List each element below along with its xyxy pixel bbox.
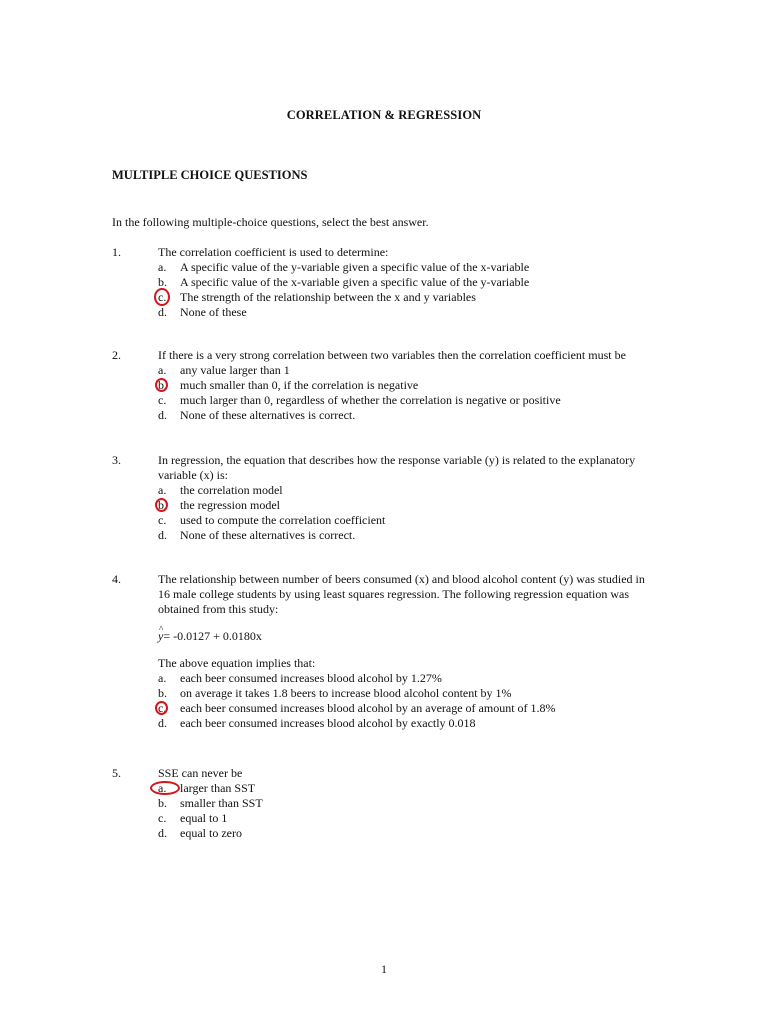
option-letter: a. xyxy=(158,363,167,377)
option-letter: d. xyxy=(158,826,167,840)
option-b-selected xyxy=(158,498,672,513)
page-number: 1 xyxy=(381,962,387,976)
option-a xyxy=(158,363,672,378)
option-letter: d. xyxy=(158,528,167,542)
question-number: 2. xyxy=(112,348,121,362)
option-text: smaller than SST xyxy=(180,796,263,810)
option-c xyxy=(158,393,672,408)
option-letter: c. xyxy=(158,811,167,825)
option-text: used to compute the correlation coefficient xyxy=(180,513,386,527)
option-text: A specific value of the x-variable given a specific value of the y-variable xyxy=(180,275,530,289)
option-a xyxy=(158,483,672,498)
option-text: equal to zero xyxy=(180,826,242,840)
option-letter: b. xyxy=(158,686,167,700)
option-text: the correlation model xyxy=(180,483,283,497)
option-letter: d. xyxy=(158,716,167,730)
section-heading: MULTIPLE CHOICE QUESTIONS xyxy=(112,168,308,182)
question-4 xyxy=(112,572,672,731)
option-a xyxy=(158,260,672,275)
option-text: each beer consumed increases blood alcohol by 1.27% xyxy=(180,671,442,685)
option-text: each beer consumed increases blood alcohol by an average of amount of 1.8% xyxy=(180,701,556,715)
option-a-selected xyxy=(158,781,672,796)
question-number: 4. xyxy=(112,572,121,586)
option-b xyxy=(158,796,672,811)
regression-equation xyxy=(158,629,672,644)
question-number: 3. xyxy=(112,453,121,467)
question-text: SSE can never be xyxy=(158,766,243,780)
option-letter: a. xyxy=(158,260,167,274)
option-c xyxy=(158,513,672,528)
instructions-text: In the following multiple-choice questions, select the best answer. xyxy=(112,215,429,229)
option-d xyxy=(158,528,672,543)
question-5 xyxy=(112,766,672,841)
followup-text: The above equation implies that: xyxy=(158,656,316,670)
option-c-selected xyxy=(158,701,672,716)
page-title: CORRELATION & REGRESSION xyxy=(286,108,482,122)
option-a xyxy=(158,671,672,686)
option-b xyxy=(158,686,672,701)
question-number: 5. xyxy=(112,766,121,780)
option-text: larger than SST xyxy=(180,781,256,795)
option-text: None of these xyxy=(180,305,247,319)
question-1 xyxy=(112,245,672,320)
question-number: 1. xyxy=(112,245,121,259)
option-text: the regression model xyxy=(180,498,280,512)
option-text: None of these alternatives is correct. xyxy=(180,408,356,422)
option-text: each beer consumed increases blood alcohol by exactly 0.018 xyxy=(180,716,476,730)
option-text: much larger than 0, regardless of whether the correlation is negative or positive xyxy=(180,393,561,407)
option-b-selected xyxy=(158,378,672,393)
option-letter: c. xyxy=(158,393,167,407)
option-letter-circled: b. xyxy=(158,498,178,513)
question-text: If there is a very strong correlation between two variables then the correlation coefficient must be xyxy=(158,348,626,362)
option-letter-circled: b. xyxy=(158,378,178,393)
question-3 xyxy=(112,453,672,543)
y-hat-symbol: ^ y xyxy=(158,629,163,643)
option-letter-circled: c. xyxy=(158,701,178,716)
option-letter-circled: a. xyxy=(158,781,178,796)
option-d xyxy=(158,408,672,423)
option-c-selected xyxy=(158,290,672,305)
option-d xyxy=(158,305,672,320)
option-text: any value larger than 1 xyxy=(180,363,290,377)
option-text: much smaller than 0, if the correlation is negative xyxy=(180,378,419,392)
option-text: The strength of the relationship between the x and y variables xyxy=(180,290,476,304)
question-text: In regression, the equation that describes how the response variable (y) is related to the explanatory variable (x) is: xyxy=(158,453,636,482)
option-text: equal to 1 xyxy=(180,811,228,825)
option-letter: d. xyxy=(158,305,167,319)
equation-text: = -0.0127 + 0.0180x xyxy=(163,629,262,643)
option-letter-circled: c. xyxy=(158,290,178,305)
option-d xyxy=(158,826,672,841)
option-text: None of these alternatives is correct. xyxy=(180,528,356,542)
option-letter: c. xyxy=(158,513,167,527)
option-c xyxy=(158,811,672,826)
option-letter: a. xyxy=(158,671,167,685)
question-text: The relationship between number of beers consumed (x) and blood alcohol content (y) was studied in 16 male college students by using least squares regression. The following regression equation was obtained from this study: xyxy=(158,572,645,616)
option-d xyxy=(158,716,672,731)
option-text: on average it takes 1.8 beers to increase blood alcohol content by 1% xyxy=(180,686,512,700)
option-letter: b. xyxy=(158,796,167,810)
option-text: A specific value of the y-variable given a specific value of the x-variable xyxy=(180,260,530,274)
option-letter: a. xyxy=(158,483,167,497)
question-2 xyxy=(112,348,672,423)
option-letter: b. xyxy=(158,275,167,289)
question-text: The correlation coefficient is used to determine: xyxy=(158,245,389,259)
option-letter: d. xyxy=(158,408,167,422)
option-b xyxy=(158,275,672,290)
